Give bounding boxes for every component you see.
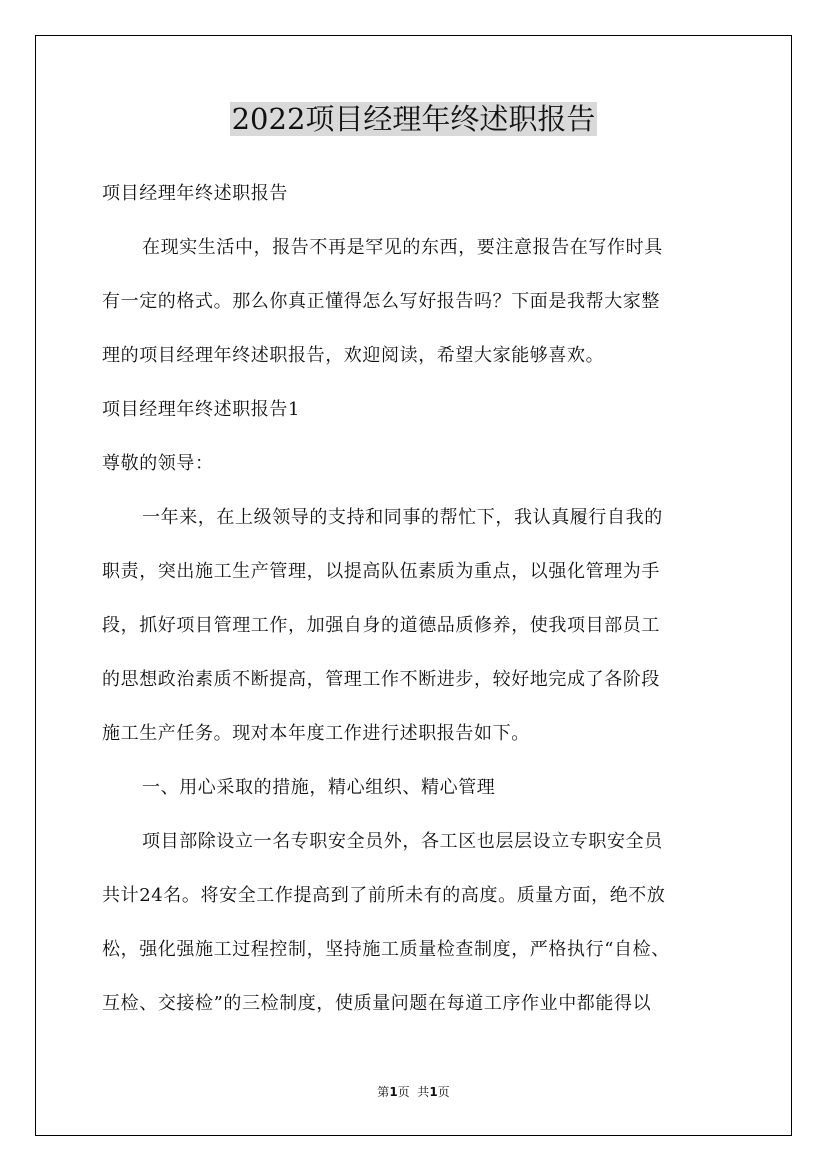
subsection-heading: 一、用心采取的措施，精心组织、精心管理 — [142, 777, 496, 798]
footer-mid: 页 共 — [397, 1085, 430, 1099]
paragraph-line: 段，抓好项目管理工作，加强自身的道德品质修养，使我项目部员工 — [102, 615, 660, 636]
page-footer — [0, 1083, 827, 1100]
footer-total-pages: 1 — [429, 1085, 438, 1099]
subtitle-line: 项目经理年终述职报告 — [102, 183, 288, 204]
paragraph-line: 在现实生活中，报告不再是罕见的东西，要注意报告在写作时具 — [142, 237, 663, 258]
document-body — [102, 172, 732, 1036]
paragraph-line: 共计24名。将安全工作提高到了前所未有的高度。质量方面，绝不放 — [102, 885, 666, 906]
paragraph-line: 互检、交接检”的三检制度，使质量问题在每道工序作业中都能得以 — [102, 993, 652, 1014]
paragraph-line: 松，强化强施工过程控制，坚持施工质量检查制度，严格执行“自检、 — [102, 939, 670, 960]
paragraph-line: 项目部除设立一名专职安全员外，各工区也层层设立专职安全员 — [142, 831, 663, 852]
document-title: 2022项目经理年终述职报告 — [231, 102, 596, 136]
paragraph-line: 有一定的格式。那么你真正懂得怎么写好报告吗？下面是我帮大家整 — [102, 291, 660, 312]
paragraph-line: 理的项目经理年终述职报告，欢迎阅读，希望大家能够喜欢。 — [102, 345, 605, 366]
footer-prefix: 第 — [377, 1085, 390, 1099]
footer-suffix: 页 — [437, 1085, 450, 1099]
paragraph-line: 一年来，在上级领导的支持和同事的帮忙下，我认真履行自我的 — [142, 507, 663, 528]
paragraph-line: 的思想政治素质不断提高，管理工作不断进步，较好地完成了各阶段 — [102, 669, 660, 690]
salutation-line: 尊敬的领导： — [102, 453, 214, 474]
section-heading: 项目经理年终述职报告1 — [102, 399, 301, 420]
paragraph-line: 施工生产任务。现对本年度工作进行述职报告如下。 — [102, 723, 530, 744]
paragraph-line: 职责，突出施工生产管理，以提高队伍素质为重点，以强化管理为手 — [102, 561, 660, 582]
footer-current-page: 1 — [389, 1085, 398, 1099]
